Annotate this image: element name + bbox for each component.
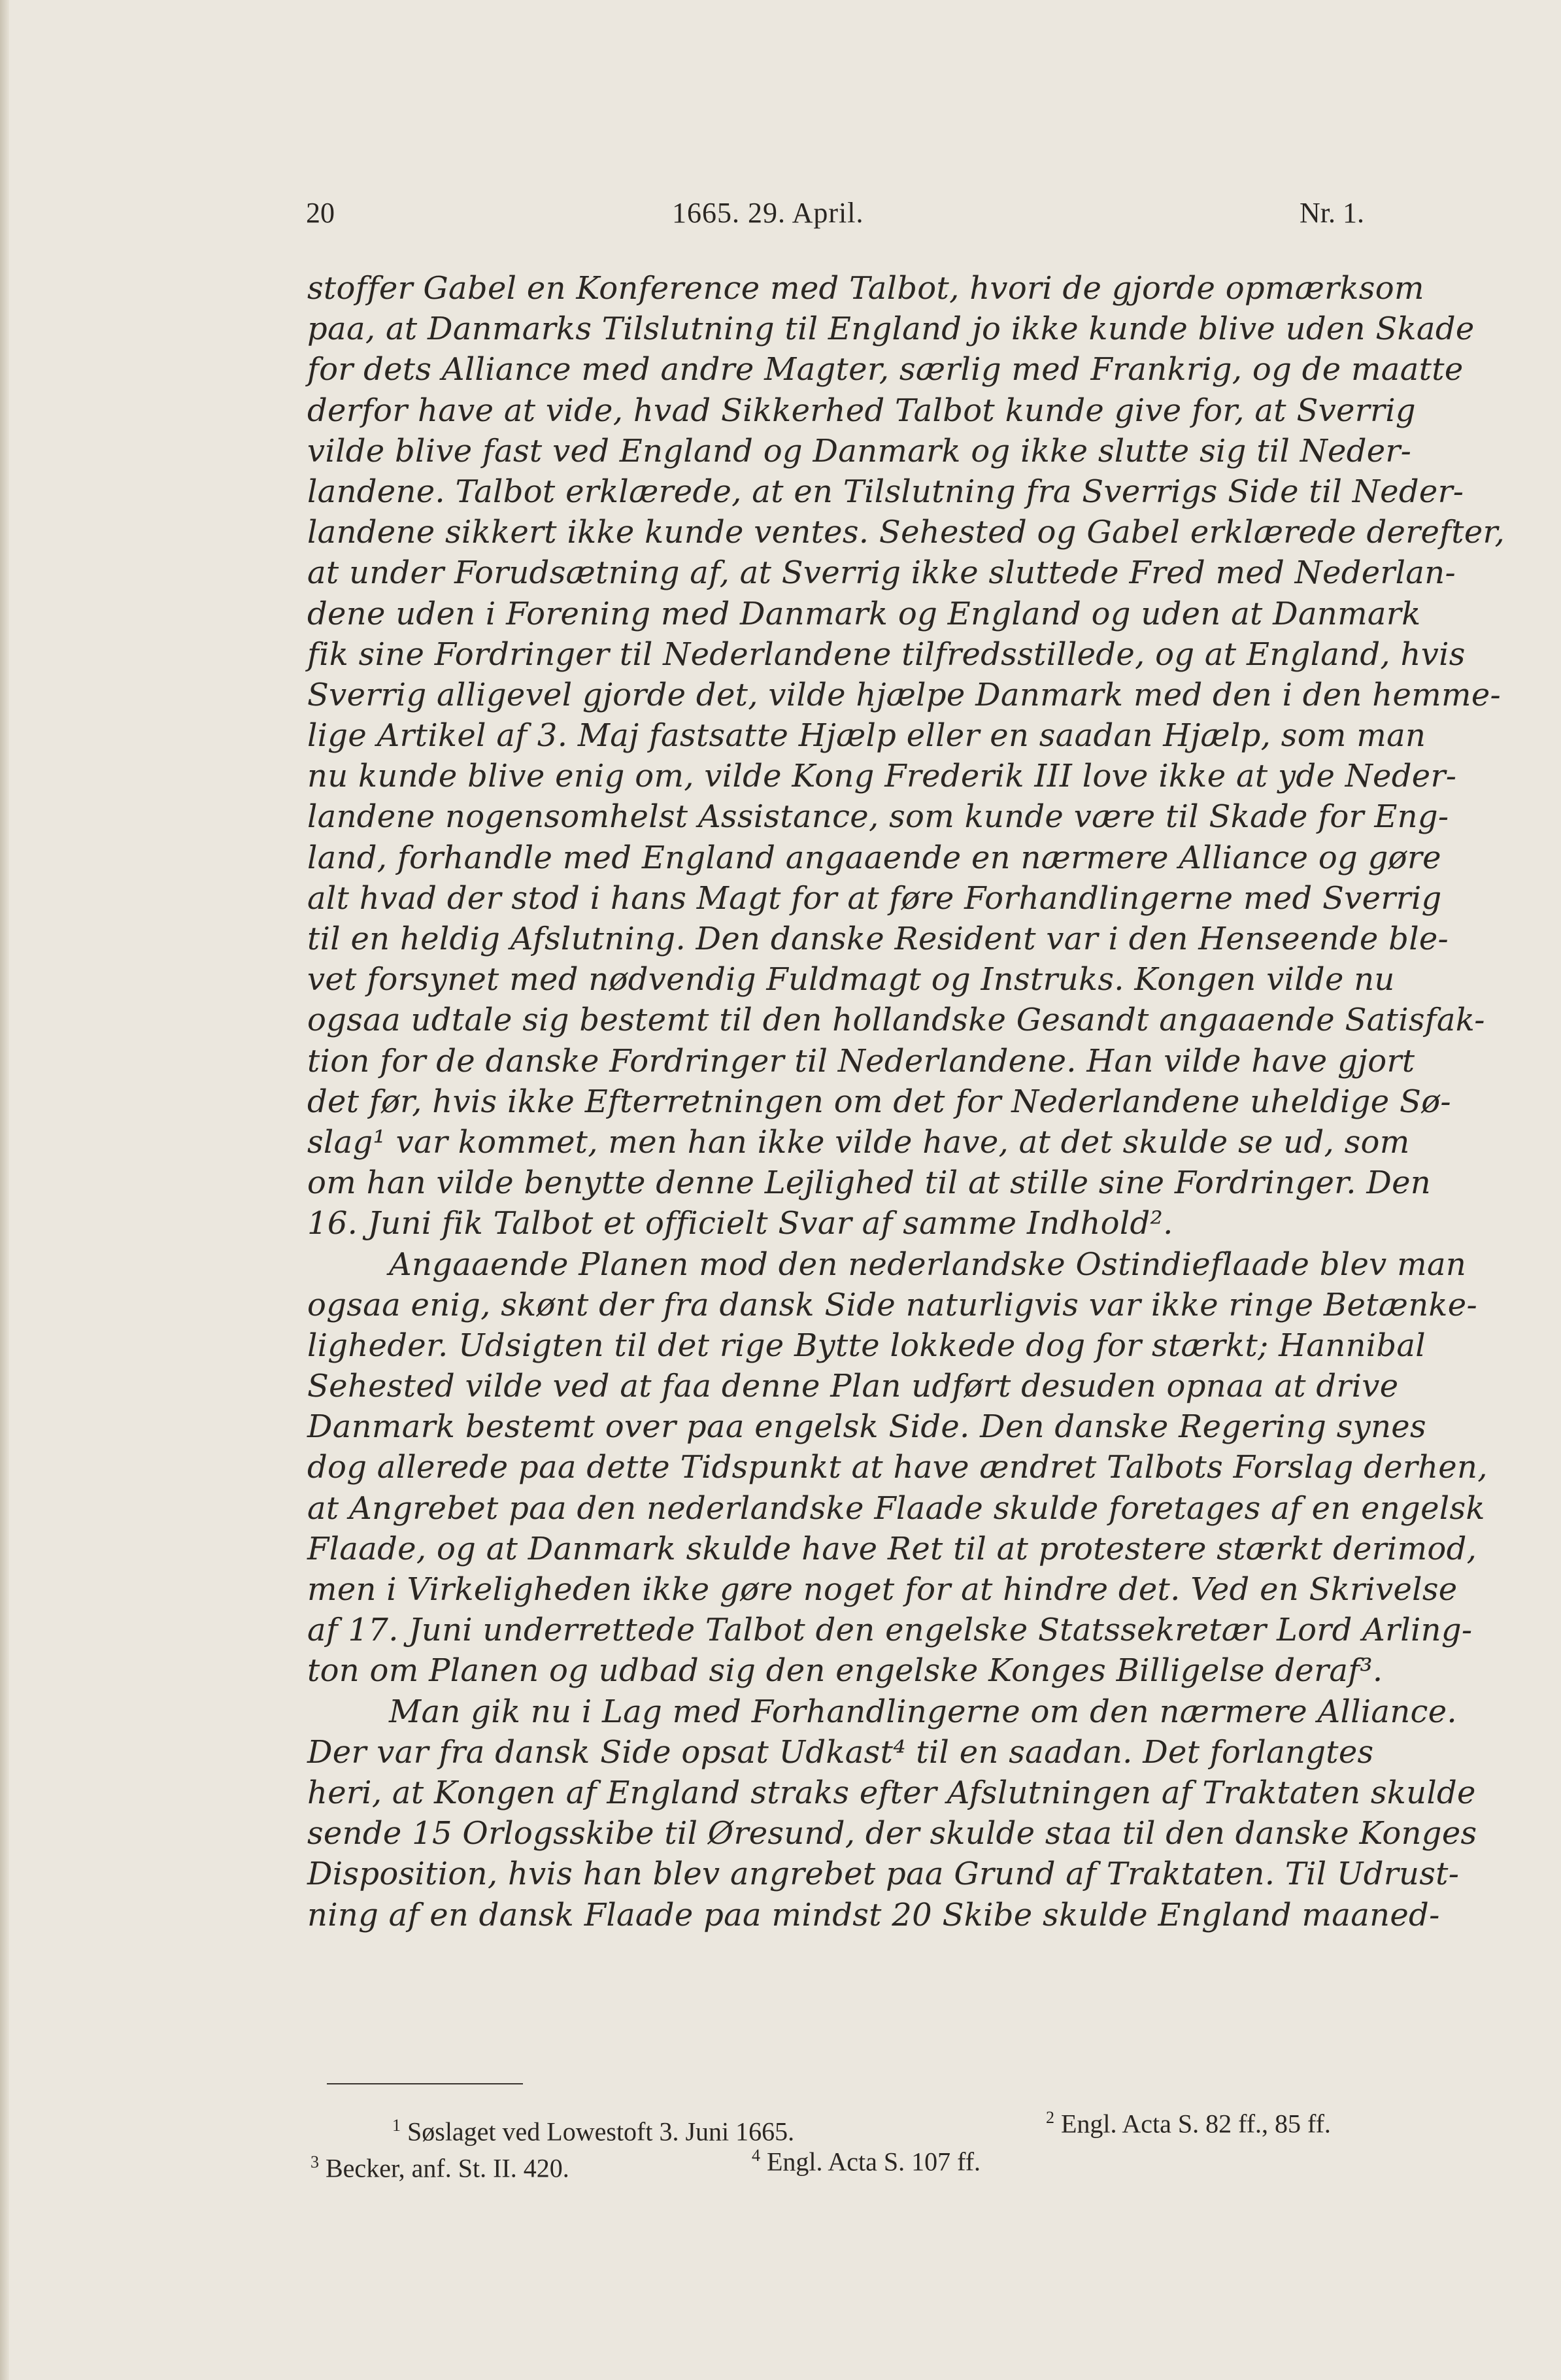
body-line: lige Artikel af 3. Maj fastsatte Hjælp eller en saadan Hjælp, som man xyxy=(307,717,1426,755)
body-line: men i Virkeligheden ikke gøre noget for at hindre det. Ved en Skrivelse xyxy=(307,1571,1458,1608)
body-line: paa, at Danmarks Tilslutning til England jo ikke kunde blive uden Skade xyxy=(307,311,1475,348)
body-line: heri, at Kongen af England straks efter Afslutningen af Traktaten skulde xyxy=(307,1774,1476,1811)
footnote-rule xyxy=(327,2083,523,2084)
body-line: til en heldig Afslutning. Den danske Resident var i den Henseende ble- xyxy=(307,921,1449,957)
body-line: stoffer Gabel en Konference med Talbot, hvori de gjorde opmærksom xyxy=(307,270,1424,307)
body-line: slag¹ var kommet, men han ikke vilde have, at det skulde se ud, som xyxy=(307,1123,1410,1161)
footnote-1 xyxy=(392,2116,794,2147)
footnote-mark: 3 xyxy=(311,2152,319,2171)
body-line: vet forsynet med nødvendig Fuldmagt og Instruks. Kongen vilde nu xyxy=(307,961,1395,998)
paragraph-start-line: Angaaende Planen mod den nederlandske Ostindieflaade blev man xyxy=(389,1246,1467,1283)
body-line: fik sine Fordringer til Nederlandene tilfredsstillede, og at England, hvis xyxy=(307,636,1466,673)
body-line: land, forhandle med England angaaende en nærmere Alliance og gøre xyxy=(307,839,1441,876)
body-line: at under Forudsætning af, at Sverrig ikke sluttede Fred med Nederlan- xyxy=(307,554,1456,592)
body-line: ning af en dansk Flaade paa mindst 20 Skibe skulde England maaned- xyxy=(307,1896,1440,1933)
body-line: tion for de danske Fordringer til Nederlandene. Han vilde have gjort xyxy=(307,1042,1415,1080)
body-line: dene uden i Forening med Danmark og England og uden at Danmark xyxy=(307,595,1421,632)
body-line: ligheder. Udsigten til det rige Bytte lokkede dog for stærkt; Hannibal xyxy=(307,1327,1426,1364)
page-number: 20 xyxy=(306,197,335,229)
body-line: Sehested vilde ved at faa denne Plan udført desuden opnaa at drive xyxy=(307,1368,1399,1405)
footnote-text: Becker, anf. St. II. 420. xyxy=(326,2153,569,2183)
body-line: det før, hvis ikke Efterretningen om det for Nederlandene uheldige Sø- xyxy=(307,1083,1451,1120)
body-line: landene. Talbot erklærede, at en Tilslutning fra Sverrigs Side til Neder- xyxy=(307,473,1464,510)
body-line: vilde blive fast ved England og Danmark og ikke slutte sig til Neder- xyxy=(307,432,1412,469)
body-line: landene nogensomhelst Assistance, som kunde være til Skade for Eng- xyxy=(307,798,1449,836)
body-line: for dets Alliance med andre Magter, særlig med Frankrig, og de maatte xyxy=(307,351,1464,388)
page-edge-shadow xyxy=(0,0,9,2380)
running-header xyxy=(0,196,1561,235)
body-line: om han vilde benytte denne Lejlighed til at stille sine Fordringer. Den xyxy=(307,1164,1432,1202)
running-title: 1665. 29. April. xyxy=(672,197,864,229)
body-line: Danmark bestemt over paa engelsk Side. Den danske Regering synes xyxy=(307,1408,1426,1446)
footnote-2 xyxy=(1046,2108,1331,2139)
body-line: nu kunde blive enig om, vilde Kong Frederik III love ikke at yde Neder- xyxy=(307,758,1457,795)
footnote-text: Engl. Acta S. 107 ff. xyxy=(767,2147,981,2177)
body-line: ogsaa enig, skønt der fra dansk Side naturligvis var ikke ringe Betænke- xyxy=(307,1286,1478,1323)
body-line: Sverrig alligevel gjorde det, vilde hjælpe Danmark med den i den hemme- xyxy=(307,676,1502,713)
footnote-3 xyxy=(311,2152,569,2183)
body-line: af 17. Juni underrettede Talbot den engelske Statssekretær Lord Arling- xyxy=(307,1612,1473,1649)
body-line: derfor have at vide, hvad Sikkerhed Talbot kunde give for, at Sverrig xyxy=(307,392,1416,429)
document-number: Nr. 1. xyxy=(1300,197,1364,229)
body-line: 16. Juni fik Talbot et officielt Svar af samme Indhold². xyxy=(307,1205,1173,1242)
body-line: landene sikkert ikke kunde ventes. Sehested og Gabel erklærede derefter, xyxy=(307,514,1505,551)
body-line: Der var fra dansk Side opsat Udkast⁴ til en saadan. Det forlangtes xyxy=(307,1733,1374,1771)
body-line: Disposition, hvis han blev angrebet paa Grund af Traktaten. Til Udrust- xyxy=(307,1856,1460,1893)
body-line: Flaade, og at Danmark skulde have Ret til at protestere stærkt derimod, xyxy=(307,1530,1477,1567)
body-text xyxy=(307,268,1505,1935)
footnote-mark: 1 xyxy=(392,2116,401,2135)
body-line: ogsaa udtale sig bestemt til den hollandske Gesandt angaaende Satisfak- xyxy=(307,1002,1485,1039)
footnote-4 xyxy=(752,2146,981,2177)
body-line: ton om Planen og udbad sig den engelske Konges Billigelse deraf³. xyxy=(307,1652,1383,1690)
footnote-text: Engl. Acta S. 82 ff., 85 ff. xyxy=(1061,2109,1331,2139)
footnote-text: Søslaget ved Lowestoft 3. Juni 1665. xyxy=(407,2116,795,2147)
body-line: at Angrebet paa den nederlandske Flaade skulde foretages af en engelsk xyxy=(307,1489,1485,1527)
footnote-mark: 2 xyxy=(1046,2108,1054,2127)
body-line: dog allerede paa dette Tidspunkt at have ændret Talbots Forslag derhen, xyxy=(307,1449,1488,1486)
body-line: sende 15 Orlogsskibe til Øresund, der skulde staa til den danske Konges xyxy=(307,1815,1477,1852)
footnote-mark: 4 xyxy=(752,2146,760,2165)
body-line: alt hvad der stod i hans Magt for at føre Forhandlingerne med Sverrig xyxy=(307,879,1442,917)
paragraph-start-line: Man gik nu i Lag med Forhandlingerne om den nærmere Alliance. xyxy=(389,1693,1457,1730)
